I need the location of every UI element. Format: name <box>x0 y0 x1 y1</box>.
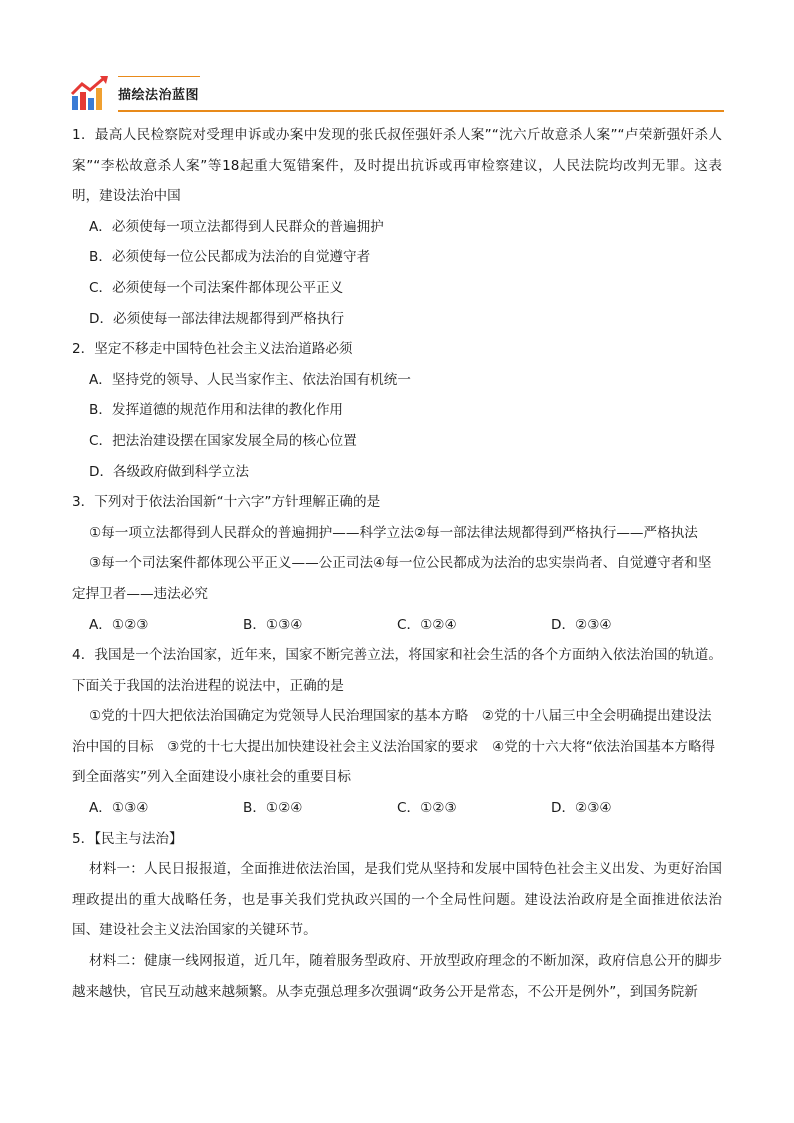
question-2-stem: 2．坚定不移走中国特色社会主义法治道路必须 <box>72 341 353 358</box>
question-5-material-2: 材料二：健康一线网报道，近几年，随着服务型政府、开放型政府理念的不断加深，政府信息公开的脚步越来越快，官民互动越来越频繁。从李克强总理多次强调“政务公开是常态，不公开是例外”，到国务院新 <box>72 953 722 1000</box>
question-2-option-a: A．坚持党的领导、人民当家作主、依法治国有机统一 <box>89 371 411 388</box>
question-4-items: ①党的十四大把依法治国确定为党领导人民治理国家的基本方略 ②党的十八届三中全会明确提出建设法治中国的目标 ③党的十七大提出加快建设社会主义法治国家的要求 ④党的十六大将“依法治国基本方略得到全面落实”列入全面建设小康社会的重要目标 <box>72 708 716 786</box>
question-4-option-b: B．①②④ <box>243 800 303 817</box>
bar-chart-arrow-icon <box>70 74 110 112</box>
question-2-option-b: B．发挥道德的规范作用和法律的教化作用 <box>89 402 344 419</box>
section-title: 描绘法治蓝图 <box>118 88 200 103</box>
question-4-option-d: D．②③④ <box>551 800 612 817</box>
question-4-options <box>72 793 722 824</box>
question-2-option-c: C．把法治建设摆在国家发展全局的核心位置 <box>89 432 357 449</box>
question-3-items-line2: ③每一个司法案件都体现公平正义——公正司法④每一位公民都成为法治的忠实崇尚者、自觉遵守者和坚定捍卫者——违法必究 <box>72 555 712 602</box>
question-3-option-a: A．①②③ <box>89 616 149 633</box>
title-accent-line <box>118 76 200 77</box>
question-3-option-c: C．①②④ <box>397 616 457 633</box>
question-1-option-d: D．必须使每一部法律法规都得到严格执行 <box>89 310 345 327</box>
question-1-option-a: A．必须使每一项立法都得到人民群众的普遍拥护 <box>89 218 384 235</box>
section-header <box>70 70 724 114</box>
header-divider <box>118 110 724 112</box>
question-list <box>72 120 722 1007</box>
question-5-material-1: 材料一：人民日报报道，全面推进依法治国，是我们党从坚持和发展中国特色社会主义出发、为更好治国理政提出的重大战略任务，也是事关我们党执政兴国的一个全局性问题。建设法治政府是全面推进依法治国、建设社会主义法治国家的关键环节。 <box>72 861 722 939</box>
question-1-option-c: C．必须使每一个司法案件都体现公平正义 <box>89 279 344 296</box>
question-2-option-d: D．各级政府做到科学立法 <box>89 463 249 480</box>
question-4-option-c: C．①②③ <box>397 800 457 817</box>
question-3-items-line1: ①每一项立法都得到人民群众的普遍拥护——科学立法②每一部法律法规都得到严格执行——严格执法 <box>89 524 698 541</box>
question-1-option-b: B．必须使每一位公民都成为法治的自觉遵守者 <box>89 249 371 266</box>
question-5-stem: 5．【民主与法治】 <box>72 830 183 847</box>
question-3-stem: 3．下列对于依法治国新“十六字”方针理解正确的是 <box>72 494 381 511</box>
question-3-option-d: D．②③④ <box>551 616 612 633</box>
question-3-options <box>72 610 722 641</box>
question-3-option-b: B．①③④ <box>243 616 303 633</box>
question-4-stem: 4．我国是一个法治国家，近年来，国家不断完善立法，将国家和社会生活的各个方面纳入依法治国的轨道。下面关于我国的法治进程的说法中，正确的是 <box>72 647 722 694</box>
question-4-option-a: A．①③④ <box>89 800 149 817</box>
question-1-stem: 1．最高人民检察院对受理申诉或办案中发现的张氏叔侄强奸杀人案”“沈六斤故意杀人案”“卢荣新强奸杀人案”“李松故意杀人案”等18起重大冤错案件，及时提出抗诉或再审检察建议，人民法院均改判无罪。这表明，建设法治中国 <box>72 127 722 205</box>
